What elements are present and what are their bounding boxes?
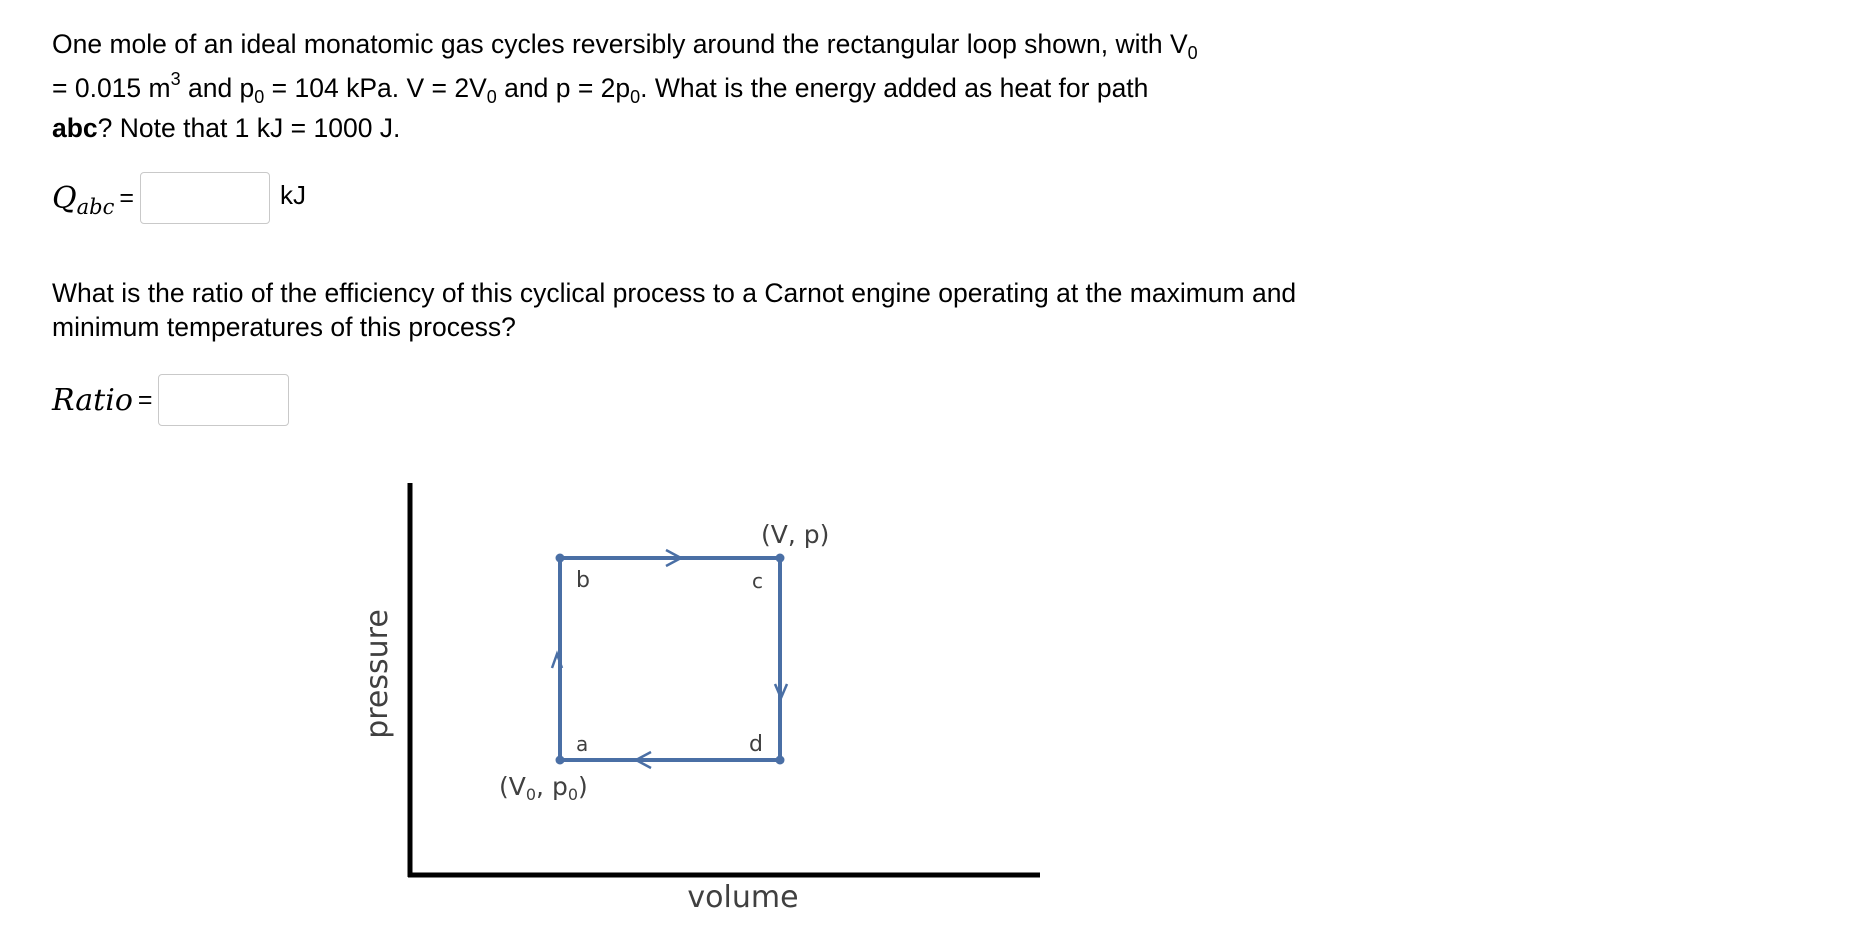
- subscript: 0: [630, 87, 641, 107]
- y-axis-label: pressure: [360, 609, 395, 739]
- point-label-c: c: [752, 569, 763, 593]
- ratio-variable: Ratio: [52, 382, 133, 418]
- question-1-text-2b: and p: [180, 73, 255, 103]
- point-c-marker: [776, 554, 785, 563]
- subscript: 0: [486, 87, 497, 107]
- point-b-marker: [556, 554, 565, 563]
- equals-sign: =: [137, 385, 153, 414]
- question-1-text-2c: = 104 kPa. V = 2V: [264, 73, 487, 103]
- question-1-text-2d: and p = 2p: [496, 73, 631, 103]
- path-name-bold: abc: [52, 113, 98, 143]
- subscript: 0: [1187, 43, 1198, 63]
- question-1-text-3: ? Note that 1 kJ = 1000 J.: [97, 113, 401, 143]
- point-label-d: d: [749, 732, 763, 757]
- point-label-a: a: [576, 732, 589, 756]
- subscript: 0: [254, 87, 265, 107]
- coord-label-bottom: ($V_0$, $p_0$): [499, 772, 588, 804]
- x-axis-label: volume: [687, 880, 799, 915]
- coord-label-top: (V, p): [761, 520, 830, 549]
- question-1-text-1: One mole of an ideal monatomic gas cycles reversibly around the rectangular loop shown, with V: [52, 29, 1188, 59]
- q-subscript: abc: [76, 195, 115, 219]
- unit-label: kJ: [279, 179, 306, 210]
- question-2: What is the ratio of the efficiency of this cyclical process to a Carnot engine operating at the maximum and minimum temperatures of this process?: [52, 278, 1297, 342]
- equals-sign: =: [119, 183, 134, 212]
- point-d-marker: [776, 756, 785, 765]
- point-label-b: b: [576, 568, 590, 593]
- point-a-marker: [556, 756, 565, 765]
- q-variable: Q: [52, 180, 77, 216]
- question-1-text-2a: = 0.015 m: [52, 73, 171, 103]
- superscript: 3: [170, 69, 181, 89]
- question-1-text-2e: . What is the energy added as heat for path: [640, 73, 1149, 103]
